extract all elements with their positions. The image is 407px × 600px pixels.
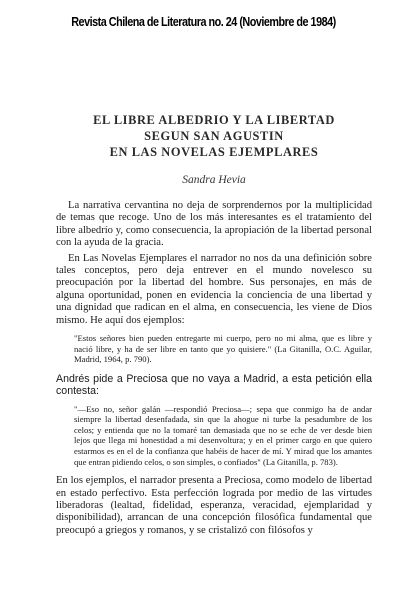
title-line: EN LAS NOVELAS EJEMPLARES: [109, 145, 319, 159]
block-quote-2: "—Eso no, señor galán —respondió Preciosa—; sepa que conmigo ha de andar siempre la libertad desenfadada, sin que la ahogue ni turbe la pesadumbre de los celos; y entienda que no la tomaré tan demasiada que no se eche de ver desde bien lejos que llega mi honestidad a mi desenvoltura; y en el primer cargo en que quiero estarmos es en el de la confianza que habéis de hacer de mí. Y mirad que los amantes que entran pidiendo celos, o son simples, o confiados" (La Gitanilla, p. 783).: [74, 403, 372, 467]
paragraph-novelas: En Las Novelas Ejemplares el narrador no nos da una definición sobre tales conceptos, pero deja entrever en el mundo novelesco su preocupación por la libertad del hombre. Sus personajes, en más de alguna oportunidad, ponen en evidencia la conciencia de una libertad y una dignidad que radican en el alma, en consecuencia, les viene de Dios mismo. He aquí dos ejemplos:: [56, 252, 372, 326]
paragraph-intro: La narrativa cervantina no deja de sorprendernos por la multiplicidad de temas que recoge. Uno de los más interesantes es el tratamiento del libre albedrío y, como consecuencia, la apropiación de la libertad personal con la ayuda de la gracia.: [56, 200, 372, 249]
article-title: [56, 112, 372, 160]
author-name: Sandra Hevia: [182, 174, 246, 186]
article-page: [56, 112, 372, 540]
journal-header-note: Revista Chilena de Literatura no. 24 (Noviembre de 1984): [71, 14, 336, 29]
title-line: EL LIBRE ALBEDRIO Y LA LIBERTAD: [93, 113, 335, 127]
block-quote-1: "Estos señores bien pueden entregarte mi cuerpo, pero no mi alma, que es libre y nació libre, y ha de ser libre en tanto que yo quisiere." (La Gitanilla, O.C. Aguilar, Madrid, 1964, p. 790).: [74, 333, 372, 365]
paragraph-ejemplos: En los ejemplos, el narrador presenta a Preciosa, como modelo de libertad en estado perfectivo. Esta perfección lograda por medio de las virtudes liberadoras (lealtad, fidelidad, esperanza, veracidad, ejemplaridad y disponibilidad), arrancan de una concepción filosófica fundamental que preocupó a griegos y romanos, y se cristalizó con filósofos y: [56, 475, 372, 536]
title-line: SEGUN SAN AGUSTIN: [144, 129, 284, 143]
paragraph-andres: Andrés pide a Preciosa que no vaya a Madrid, a esta petición ella contesta:: [56, 372, 372, 398]
